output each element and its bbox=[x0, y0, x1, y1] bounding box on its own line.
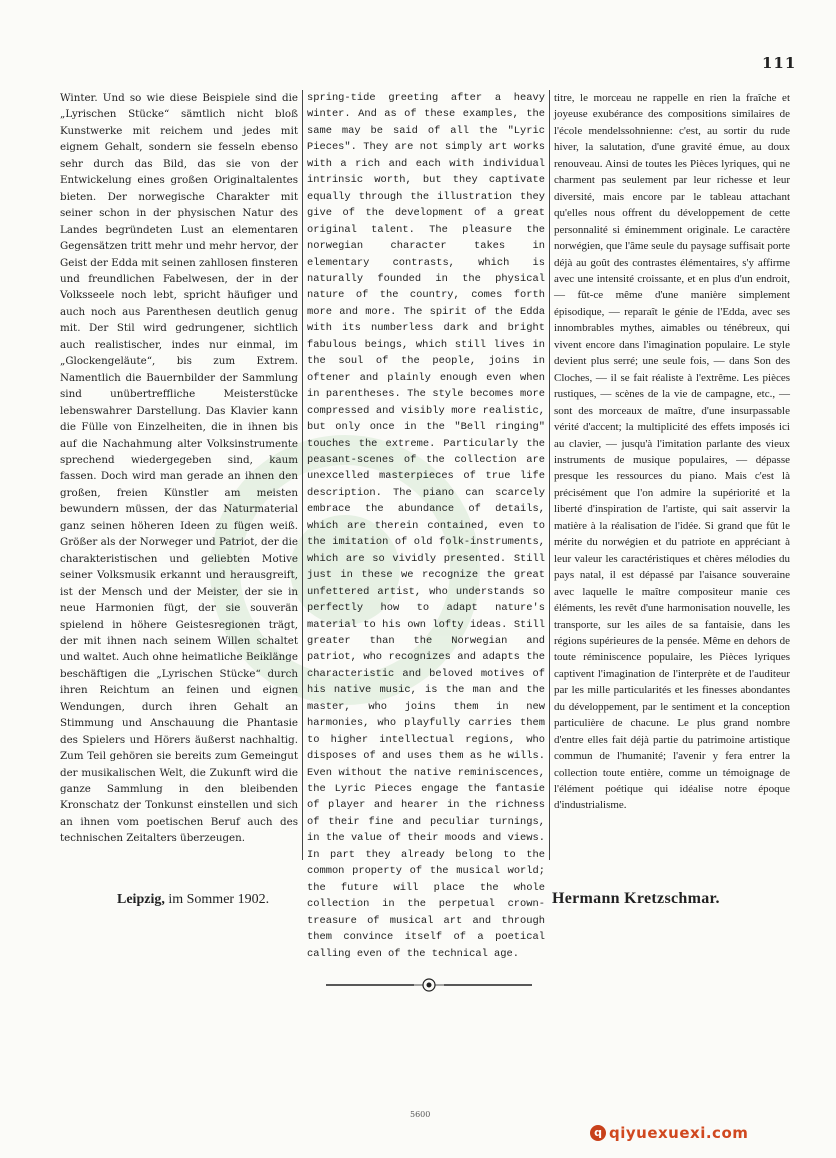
plate-number: 5600 bbox=[410, 1110, 431, 1119]
place-date-line bbox=[117, 892, 269, 908]
page-number: 111 bbox=[762, 54, 797, 72]
german-text: Winter. Und so wie diese Beispiele sind die „Lyrischen Stücke“ sämtlich nicht bloß Kunstwerke mit reichem und jedes mit eignem Gehalt, sondern sie fesseln ebenso sehr durch das Bild, das sie von der Entwickelung eines großen Originaltalentes bieten. Der norwegische Charakter mit seiner schon in der physischen Natur des Landes begründeten Lust an elementaren Gegensätzen tritt mehr und mehr hervor, der Geist der Edda mit seinen zahllosen finsteren und freundlichen Fabelwesen, der in der Volksseele noch lebt, spricht häufiger und auch noch aus Parenthesen deutlich genug mit. Der Stil wird gedrungener, sichtlich auch realistischer, indes nur einmal, im „Glockengeläute“, bis zum Extrem. Namentlich die Bauernbilder der Sammlung sind unübertreffliche Meisterstücke lebenswahrer Darstellung. Das Klavier kann die Fülle von Einzelheiten, die in ihnen bis auf die Nachahmung alter Volksinstrumente sprechend wiedergegeben sind, kaum fassen. Doch wird man gerade an ihnen den großen, freien Künstler am meisten bewundern müssen, der das Naturmaterial ganz seinen höheren Ideen zu fügen weiß. Größer als der Norweger und Patriot, der die charakteristischen und geliebten Motive seiner Volksmusik erkannt und herausgreift, ist der Mensch und der Meister, der sie in neue Harmonien fügt, der sie souverän spielend in höhere Geistesregionen trägt, der mit ihnen nach seinem Willen schaltet und waltet. Auch ohne heimatliche Beiklänge beschäftigen die „Lyrischen Stücke“ durch ihren Reichtum an feinen und eignen Wendungen, durch ihren Gehalt an Stimmung und Anschauung die Phantasie des Spielers und Hörers äußerst nachhaltig. Zum Teil gehören sie bereits zum Gemeingut der musikalischen Welt, die Zukunft wird die ganze Sammlung in den bleibenden Kronschatz der Tonkunst einstellen und sich an ihnen vom poetischen Beruf auch des technischen Zeitalters überzeugen. bbox=[60, 92, 298, 845]
english-column bbox=[307, 90, 545, 960]
english-text: spring-tide greeting after a heavy winter. And as of these examples, the same may be said of all the "Lyric Pieces". They are not simply art works with a rich and each with individual intrinsic worth, but they captivate equally through the illustration they give of the development of a great original talent. The pleasure the norwegian character takes in elementary contrasts, which is naturally founded in the physical nature of the country, comes forth more and more. The spirit of the Edda with its numberless dark and bright fabulous beings, which still lives in the soul of the people, joins in oftener and plainly enough even when in parentheses. The style becomes more compressed and visibly more realistic, but only once in the "Bell ringing" touches the extreme. Particularly the peasant-scenes of the collection are unexcelled masterpieces of true life description. The piano can scarcely embrace the abundance of details, which are therein contained, even to the imitation of old folk-instruments, which are so vividly presented. Still just in these we recognize the great unfettered artist, who understands so perfectly how to adapt nature's material to his own lofty ideas. Still greater than the Norwegian and patriot, who recognizes and adapts the characteristic and beloved motives of his native music, is the man and the master, who joins them in new harmonies, who playfully carries them to higher intellectual regions, who disposes of and uses them as he wills. Even without the native reminiscences, the Lyric Pieces engage the fantasie of player and hearer in the richness of their fine and peculiar turnings, in the value of their moods and views. In part they already belong to the common property of the musical world; the future will place the whole collection in the perpetual crown-treasure of musical art and through them convince itself of a poetical calling even of the technical age. bbox=[307, 92, 545, 960]
column-divider bbox=[302, 90, 303, 860]
german-column bbox=[60, 90, 298, 860]
column-divider bbox=[549, 90, 550, 860]
french-column bbox=[554, 90, 790, 860]
place: Leipzig, bbox=[117, 892, 165, 907]
site-watermark bbox=[590, 1124, 748, 1142]
french-text: titre, le morceau ne rappelle en rien la fraîche et joyeuse exubérance des compositions similaires de l'école mendelssohnienne: c'est, au sortir du rude hiver, la salutation, d'une gravité émue, au doux renouveau. Ainsi de toutes les Pièces lyriques, qui ne charment pas seulement par leur richesse et leur diversité, mais encore par le tableau attachant qu'elles nous offrent du développement de cette personnalité si éminemment originale. Le caractère norwégien, que l'âme seule du paysage suffisait porte déjà au goût des contrastes élémentaires, s'y affirme avec une intensité croissante, et en plus d'un endroit, — fût-ce même d'une manière simplement épisodique, — reparaît le génie de l'Edda, avec ses innombrables mythes, aimables ou ténébreux, qui vivent encore dans l'imagination populaire. Le style devient plus serré; une seule fois, — dans Son des Cloches, — il se fait réaliste à l'extrême. Les pièces rustiques, — scènes de la vie de campagne, etc., — sont des morceaux de maître, d'une insurpassable vérité d'accent; la multiplicité des effets imposés ici au clavier, — jusqu'à l'imitation parlante des vieux instruments de musique populaires, — dépasse presque les ressources du piano. Mais c'est là précisément que l'on admire la supériorité et la liberté d'inspiration de l'artiste, qui sait asservir la matière à la réalisation de l'idée. Si grand que fût le mérite du norwégien et du patriote en appréciant à leur valeur les caractéristiques et chères mélodies du pays natal, il est dépassé par l'aisance souveraine avec laquelle le maître compositeur manie ces éléments, les revêt d'une harmonisation nouvelle, les transporte, sur les ailes de sa fantaisie, dans les régions supérieures de la pensée. Même en dehors de toute réminiscence populaire, les Pièces lyriques captivent l'imagination de l'interprète et de l'auditeur par les mille particularités et les finesses abondantes du développement, par le sentiment et la conception particulière de chacune. Le plus grand nombre d'entre elles fait déjà partie du patrimoine artistique commun de l'humanité; l'avenir y fera entrer la collection toute entière, comme un témoignage de l'élément poétique qui idéalise notre époque d'industrialisme. bbox=[554, 92, 790, 812]
date: im Sommer 1902. bbox=[168, 892, 270, 907]
watermark-logo-icon: q bbox=[590, 1125, 606, 1141]
author-signature: Hermann Kretzschmar. bbox=[552, 890, 720, 907]
watermark-text: qiyuexuexi.com bbox=[609, 1124, 749, 1142]
ornament-divider bbox=[326, 978, 532, 992]
